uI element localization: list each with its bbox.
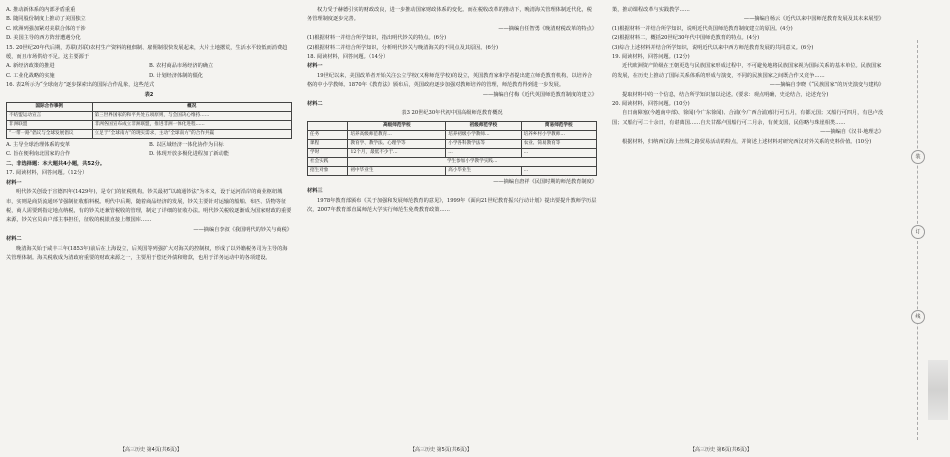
table-cell: … <box>521 148 596 157</box>
binding-mark: 线 <box>911 310 925 324</box>
material-text: 自日南障塞(今越南中部)、徐闻(今广东徐闻)、合浦(今广西合浦)船行可五月，有都元国；又船行可四月，有邑卢没国；又船行可二十余日，有谌离国……自夫甘都卢国船行可二月余，有黄支国，民俗略与珠崖相类…… <box>612 110 884 126</box>
table-cell: 小学各科教学法等 <box>446 139 521 148</box>
table-cell: 培养初级小学教师… <box>446 130 521 139</box>
table-2-title: 表2 <box>144 91 154 98</box>
material-text: 19世纪以来，美国改革者开始关注公立学校(又称师范学校)的设立，英国教育家和学者提出建立师范教育机构，以培养合格的中小学教师。1870年《教育法》颁布后，英国政府逐步加强对教师培养的管理，师范教育得到进一步发展。 <box>307 72 593 89</box>
table-cell: 高小毕业生 <box>446 166 521 175</box>
sub-question: (1)根据材料一并结合所学知识，说明近代英国师范教育制度建立的原因。(4分) <box>612 25 793 32</box>
table-row <box>308 130 597 139</box>
page-5-column <box>307 6 597 436</box>
binding-mark: 订 <box>911 225 925 239</box>
table-2 <box>6 102 292 139</box>
table-cell: … <box>521 166 596 175</box>
table-3 <box>307 121 597 176</box>
table-cell: 12个月，最低不少于… <box>348 148 446 157</box>
material-source: ——摘编自付梅《近代英国师范教育制度的建立》 <box>482 91 597 98</box>
sub-question: (2)根据材料二，概括20世纪30年代中国师范教育的特点。(4分) <box>612 35 760 42</box>
question-15: 15. 20世纪20年代后期，苏联(苏联)农村生产资料的租佃制、雇佣制很快发展起来，大片土地撂荒，生活水平较低而消费趋缓，而且市场供给不足。这主要源于 <box>6 44 288 61</box>
table-row <box>7 121 292 130</box>
table-cell: 社会实践 <box>308 157 348 166</box>
material-source: ——摘编自杨云《近代以来中国师范教育发展及其未来展望》 <box>743 16 884 23</box>
material-text: 近代欧洲资产阶级在王朝更迭与民族国家形成过程中，不可避免地将民族国家视为国际关系的基本单位。民族国家的发展，在历史上推动了国际关系体系的形成与演变，不同的民族国家之间既合作又竞争…… <box>612 63 882 79</box>
table-cell: 农业、简易教育等 <box>521 139 596 148</box>
table-row <box>7 112 292 121</box>
table-cell: 学时 <box>308 148 348 157</box>
material-source: ——摘编自唐祥《民国时期的师范教育制度》 <box>493 178 597 185</box>
table-header: 初级师范学校 <box>446 121 521 130</box>
material-label: 材料一 <box>307 63 323 70</box>
table-cell: 招生对象 <box>308 166 348 175</box>
table-header: 高级师范学校 <box>348 121 446 130</box>
page-footer: 【高三历史 第6页(共6页)】 <box>690 447 752 453</box>
table-row <box>7 130 292 139</box>
option: A. 主导全球治理体系的变革 <box>6 142 71 149</box>
table-row <box>308 157 597 166</box>
option: C. 工业化战略的实施 <box>6 72 55 79</box>
page-footer: 【高三历史 第5页(共6页)】 <box>410 447 472 453</box>
option: A. 新经济政策的推进 <box>6 63 55 70</box>
option-line: C. 欧洲列强加紧对美联合体的干涉 <box>6 25 86 32</box>
page-4-column <box>6 6 292 436</box>
table-header: 简易师范学校 <box>521 121 596 130</box>
option: C. 旨在便利南北国家的合作 <box>6 151 71 158</box>
table-cell: … <box>446 148 521 157</box>
table-cell: 课程 <box>308 139 348 148</box>
question-15-options <box>6 62 292 81</box>
section-heading: 二、非选择题：本大题共4小题，共52分。 <box>6 160 106 167</box>
option-line: A. 推动新体系的内部矛盾重重 <box>6 7 76 13</box>
table-cell: 非洲联盟 <box>7 121 93 130</box>
binding-line <box>917 40 918 440</box>
option-line: B. 随同股份制度上推动了美国独立 <box>6 16 86 23</box>
material-source: ——摘编自李叔《我国明代的钞关与商税》 <box>193 226 292 233</box>
material-label: 材料一 <box>6 179 22 186</box>
table-cell: 学生参加小学教学实践… <box>348 157 597 166</box>
table-header <box>308 121 348 130</box>
table-cell: 教育学、教学法、心理学等 <box>348 139 446 148</box>
sub-question: (3)综合上述材料并结合所学知识，说明近代以来中西方师范教育发展的共同意义。(6分) <box>612 44 814 51</box>
question-16-options <box>6 141 292 160</box>
material-text: 策，推动课程改革与实践教学…… <box>612 7 690 13</box>
binding-mark: 装 <box>911 150 925 164</box>
material-source: ——摘编自任智勇《晚清财税改革的特点》 <box>498 25 597 32</box>
material-text: 晚清海关始于咸丰三年(1853年)前后在上海设立，后英国等列强扩大对海关的控制权，形成了以外籍税务司为主导的海关管理体制。海关税收成为清政府重要的财政来源之一，主要用于偿还外债和赔款，也用于洋务运动中的各项建设。 <box>6 245 288 261</box>
question-20: 20. 阅读材料，回答问题。(10分) <box>612 101 690 108</box>
table-cell: “一带一路”倡议与全球发展倡议 <box>7 130 93 139</box>
scan-artifact <box>928 360 948 420</box>
question-18: 18. 阅读材料，回答问题。（14分） <box>307 54 389 61</box>
material-label: 材料三 <box>307 188 323 195</box>
material-text: 1978年教育部颁布《关于加强和发展师范教育的意见》，1999年《面向21世纪教育振兴行动计划》提出要提升教师学历层次，2007年教育部直属师范大学实行师范生免费教育政策…… <box>307 197 597 214</box>
table-3-title: 表3 20世纪30年代初中国高级师范教育概况 <box>401 110 503 117</box>
option-line: D. 美国主导的西方阵营遭遇分化 <box>6 35 81 42</box>
option: B. 农村商品市场经济的确立 <box>149 63 214 70</box>
option: B. 以区域经济一体化协作为目标 <box>149 142 224 149</box>
question-19: 19. 阅读材料，回答问题。(12分) <box>612 54 690 61</box>
question-task: 提取材料中的一个信息，结合所学知识加以论述。(要求：观点明确，史论结合，论述充分) <box>622 91 829 98</box>
table-cell: 培养高级师范教育… <box>348 130 446 139</box>
material-source: ——摘编自李晓《“民族国家”的历史演变与建构》 <box>769 82 884 89</box>
table-cell: 非洲各国宣布成立非洲联盟，推进非洲一体化进程…… <box>92 121 292 130</box>
page-6-column <box>612 6 884 436</box>
table-row <box>308 148 597 157</box>
table-cell: 不结盟运动宣言 <box>7 112 93 121</box>
material-text: 明代钞关创设于宣德四年(1429年)，是专门的征税机构。钞关最初“以疏通钞法”为本义，设于运河沿岸的商业枢纽城市，实则是商货流通环节强制征收船料税。明代中后期，随着商品经济的发展，钞关主要针对运输的船舶、布匹、货物等征税，商人需要到指定地点纳税，有的钞关还兼管税收的管理，制定了详细的征收办法。明代钞关税收逐渐成为国家财政的重要来源，钞关官员由户部主事担任，征收的税银直接上缴国库…… <box>6 189 292 224</box>
option: D. 体现开放多极化进程加了新动能 <box>149 151 229 158</box>
question-16: 16. 表2所示为“全球南方”逐步探索出的国际合作乱象，这些范式 <box>6 82 155 89</box>
sub-question: (2)根据材料二并结合所学知识，分析明代钞关与晚清海关的不同点及其原因。(6分) <box>307 44 499 51</box>
table-row <box>308 166 597 175</box>
page-footer: 【高三历史 第4页(共6页)】 <box>120 447 182 453</box>
material-text: 权力受于赫德引实的财政改良，进一步推动国家财政体系的变化。而在税收改革的推动下，晚清海关管理体制近代化，税务管理制度逐步完善。 <box>307 7 592 23</box>
material-source: ——摘编自《汉书·地理志》 <box>820 129 884 136</box>
table-cell: 立足于“全球南方”的现实需求，主动“全球南方”的合作共赢 <box>92 130 292 139</box>
material-label: 材料二 <box>307 101 323 108</box>
material-label: 材料二 <box>6 236 22 243</box>
question-17: 17. 阅读材料，回答问题。（12分） <box>6 170 88 177</box>
table-cell: 初中毕业生 <box>348 166 446 175</box>
table-header: 概况 <box>92 103 292 112</box>
question-task: 根据材料，归纳西汉海上丝绸之路贸易活动的特点，并简述上述材料对研究西汉对外关系的史料价值。(10分) <box>622 138 872 145</box>
table-header: 国际合作事例 <box>7 103 93 112</box>
table-cell: 任务 <box>308 130 348 139</box>
sub-question: (1)根据材料一并结合所学知识，指出明代钞关的特点。(6分) <box>307 35 447 42</box>
table-row <box>308 139 597 148</box>
table-cell: 培养乡村小学教师… <box>521 130 596 139</box>
table-cell: 第三世界国家的和平共处五项原则，与会国决心维持…… <box>92 112 292 121</box>
option: D. 计划经济体制的僵化 <box>149 72 203 79</box>
